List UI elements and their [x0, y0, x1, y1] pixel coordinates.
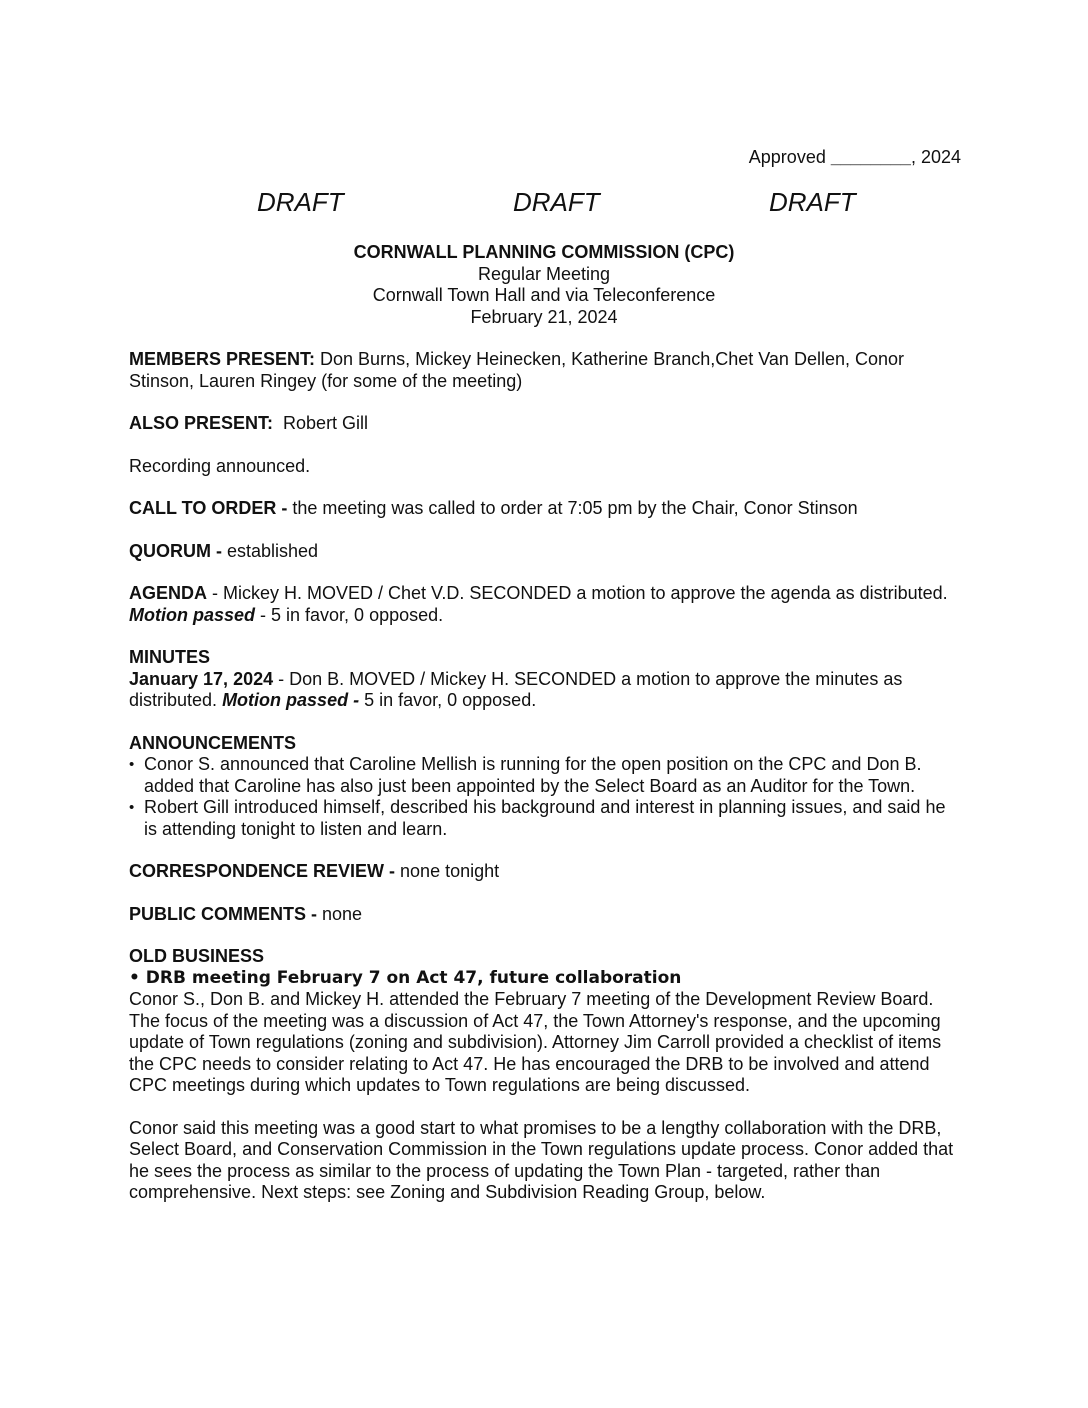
- members-present-text: Don Burns, Mickey Heinecken, Katherine Branch,Chet Van Dellen, Conor Stinson, Lauren Ringey (for some of the meeting): [129, 349, 904, 391]
- document-header: [0, 242, 1088, 328]
- draft-label: DRAFT: [257, 187, 344, 217]
- approved-label: Approved: [748, 147, 826, 167]
- correspondence-review: [129, 861, 961, 883]
- correspondence-text: none tonight: [395, 861, 500, 881]
- also-present-text: Robert Gill: [273, 413, 369, 433]
- list-item: • Conor S. announced that Caroline Mellish is running for the open position on the CPC and Don B. added that Caroline has also just been appointed by the Select Board as an Auditor for the Town.: [129, 754, 961, 797]
- draft-watermarks: [0, 187, 1088, 224]
- public-comments: [129, 904, 961, 926]
- minutes-text: - Don B. MOVED / Mickey H. SECONDED a motion to approve the minutes as distributed.: [129, 668, 903, 710]
- announcements-list: [129, 754, 961, 840]
- quorum-label: QUORUM -: [129, 540, 222, 561]
- correspondence-label: CORRESPONDENCE REVIEW -: [129, 861, 396, 881]
- public-comments-label: PUBLIC COMMENTS -: [129, 903, 317, 924]
- meeting-date: February 21, 2024: [470, 306, 618, 327]
- minutes-result: 5 in favor, 0 opposed.: [359, 690, 537, 710]
- minutes-body: [129, 349, 961, 1225]
- agenda-text: - Mickey H. MOVED / Chet V.D. SECONDED a motion to approve the agenda as distributed.: [207, 583, 948, 603]
- organization-title: CORNWALL PLANNING COMMISSION (CPC): [353, 242, 735, 262]
- minutes-section: [129, 647, 961, 712]
- approved-blank: ________: [830, 147, 911, 167]
- meeting-location: Cornwall Town Hall and via Teleconference: [372, 285, 716, 305]
- agenda: [129, 583, 961, 626]
- meeting-type: Regular Meeting: [477, 263, 611, 284]
- minutes-motion: Motion passed -: [222, 690, 360, 710]
- old-business-paragraph: Conor said this meeting was a good start to what promises to be a lengthy collaboration with the DRB, Select Board, and Conservation Commission in the Town regulations update process. Conor added that he sees the process as similar to the process of updating the Town Plan - targeted, rather than comprehensive. Next steps: see Zoning and Subdivision Reading Group, below.: [129, 1117, 954, 1202]
- members-present-label: MEMBERS PRESENT:: [129, 349, 316, 369]
- draft-label: DRAFT: [513, 187, 600, 217]
- also-present-label: ALSO PRESENT:: [129, 413, 274, 433]
- agenda-motion: Motion passed: [129, 604, 256, 625]
- old-business-paragraph: Conor S., Don B. and Mickey H. attended the February 7 meeting of the Development Review Board. The focus of the meeting was a discussion of Act 47, the Town Attorney's response, and the upcoming update of Town regulations (zoning and subdivision). Attorney Jim Carroll provided a checklist of items the CPC needs to consider relating to Act 47. He has encouraged the DRB to be involved and attend CPC meetings during which updates to Town regulations are being discussed.: [129, 989, 942, 1095]
- old-business-heading: OLD BUSINESS: [129, 946, 265, 966]
- approved-line: [749, 147, 961, 169]
- quorum-text: established: [222, 540, 319, 561]
- announcements-section: [129, 733, 961, 841]
- members-present: [129, 349, 961, 392]
- agenda-label: AGENDA: [129, 583, 208, 603]
- list-item: • Robert Gill introduced himself, described his background and interest in planning issues, and said he is attending tonight to listen and learn.: [129, 797, 961, 840]
- approved-year: , 2024: [910, 147, 961, 167]
- call-to-order-text: the meeting was called to order at 7:05 pm by the Chair, Conor Stinson: [287, 498, 858, 518]
- call-to-order: [129, 498, 961, 520]
- old-business-section: [129, 946, 961, 1204]
- agenda-result: - 5 in favor, 0 opposed.: [255, 604, 444, 625]
- call-to-order-label: CALL TO ORDER -: [129, 498, 288, 518]
- quorum: [129, 541, 961, 563]
- announcements-heading: ANNOUNCEMENTS: [129, 732, 297, 753]
- draft-label: DRAFT: [769, 187, 856, 217]
- old-business-subheading: • DRB meeting February 7 on Act 47, future collaboration: [129, 967, 682, 988]
- minutes-approval: [129, 669, 961, 712]
- minutes-date: January 17, 2024: [129, 668, 274, 689]
- also-present: [129, 413, 961, 435]
- minutes-heading: MINUTES: [129, 647, 210, 667]
- public-comments-text: none: [317, 903, 363, 924]
- recording-note: Recording announced.: [129, 455, 311, 476]
